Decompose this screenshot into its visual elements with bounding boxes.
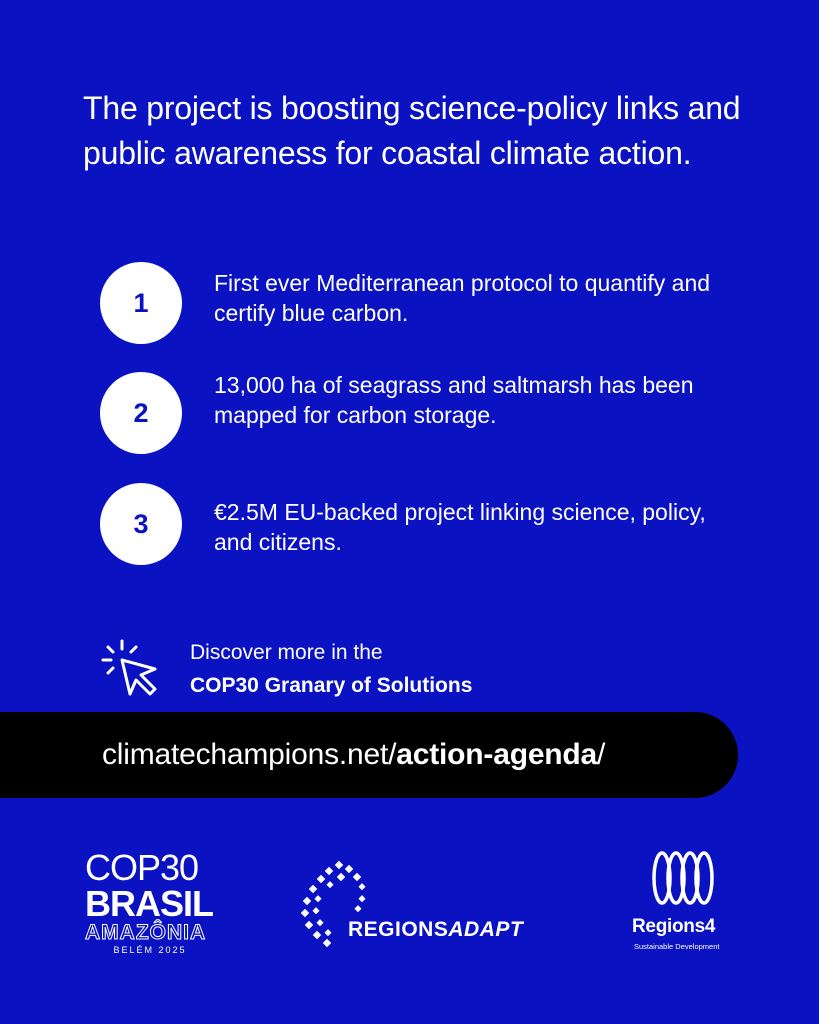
cursor-click-icon <box>100 638 162 700</box>
item-text: 13,000 ha of seagrass and saltmarsh has been mapped for carbon storage. <box>214 372 694 428</box>
regionsadapt-logo <box>298 860 558 950</box>
cop30-country: BRASIL <box>85 883 213 924</box>
list-item <box>100 262 740 352</box>
list-item <box>100 372 740 462</box>
partner-logos <box>0 840 819 980</box>
url-prefix: climatechampions.net/ <box>102 738 397 771</box>
url-path: action-agenda <box>396 738 598 771</box>
headline: The project is boosting science-policy links and public awareness for coastal climate action. <box>83 90 741 171</box>
cop30-title: COP30 <box>85 847 199 888</box>
regions4-logo <box>632 850 742 970</box>
item-text: €2.5M EU-backed project linking science, policy, and citizens. <box>214 499 706 555</box>
cop30-region: AMAZÔNIA <box>85 921 207 944</box>
regions4-emblem-icon <box>650 850 720 906</box>
regions4-wordmark: Regions4 <box>632 916 716 937</box>
url-link[interactable] <box>102 738 605 772</box>
url-banner[interactable] <box>0 712 738 798</box>
number-badge: 1 <box>100 262 182 344</box>
number-badge: 3 <box>100 483 182 565</box>
regionsadapt-regions: REGIONS <box>348 918 449 941</box>
list-item <box>100 483 740 573</box>
regionsadapt-adapt: ADAPT <box>448 918 524 941</box>
cta-text: Discover more in the <box>190 641 383 664</box>
url-suffix: / <box>597 738 606 771</box>
regionsadapt-wordmark <box>348 918 523 942</box>
cta-link-text[interactable]: COP30 Granary of Solutions <box>190 674 473 697</box>
cop30-logo <box>85 847 225 956</box>
item-text: First ever Mediterranean protocol to quantify and certify blue carbon. <box>214 270 711 326</box>
discover-more-callout[interactable] <box>100 636 620 702</box>
cop30-city: BELÉM 2025 <box>113 945 187 955</box>
number-badge: 2 <box>100 372 182 454</box>
regions4-tagline: Sustainable Development <box>634 942 720 951</box>
